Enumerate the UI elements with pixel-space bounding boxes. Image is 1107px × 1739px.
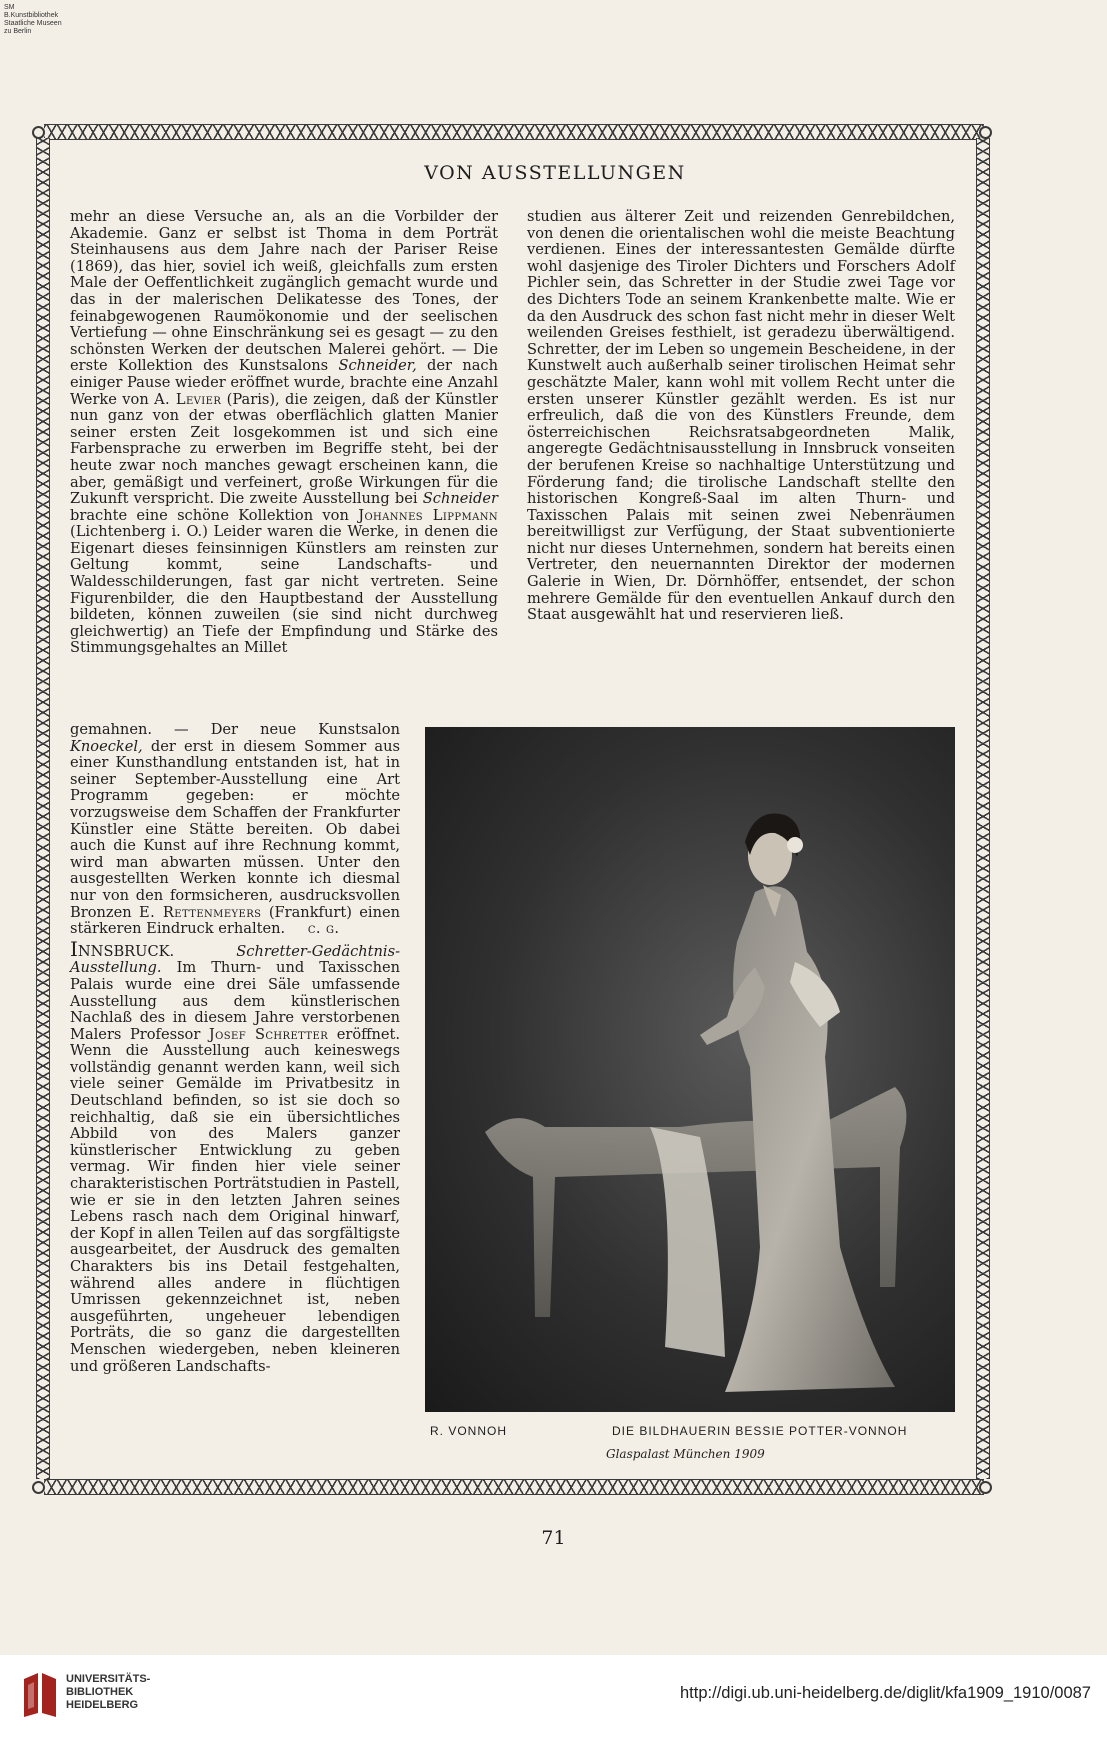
figure-title: DIE BILDHAUERIN BESSIE POTTER-VONNOH: [612, 1424, 908, 1438]
artist-name: Josef Schretter: [208, 1025, 329, 1043]
stamp-line: B.Kunstbibliothek: [4, 12, 59, 19]
corner-ornament: [32, 1481, 45, 1494]
corner-ornament: [32, 126, 45, 139]
border-top: [44, 124, 984, 140]
border-right: [976, 138, 990, 1479]
section-heading: NNSBRUCK.: [77, 942, 175, 960]
left-column-text: [70, 209, 498, 657]
salon-name: Schneider,: [338, 357, 417, 375]
innsbruck-paragraph: [70, 936, 401, 1375]
author-signature: c. g.: [307, 920, 340, 938]
artist-name: A. Levier: [154, 390, 222, 408]
border-left: [36, 138, 50, 1479]
text-run: mehr an diese Versuche an, als an die Vorbilder der Akademie. Ganz er selbst ist Thoma in dem Porträt Steinhausens aus dem Jahre nach der Pariser Reise (1869), das hier, soviel ich weiß, gleichfalls zum ersten Male der Oeffentlichkeit zugänglich gemacht wurde und das in der malerischen Delikatesse des Tones, der feinabgewogenen Raumökonomie und der seelischen Vertiefung — ohne Einschränkung sei es gesagt — zu den schönsten Werken der deutschen Malerei gehört. — Die erste Kollektion des Kunstsalons: [70, 208, 498, 375]
text-run: der erst in diesem Sommer aus einer Kunsthandlung entstanden ist, hat in seiner September-Ausstellung eine Art Programm gegeben: er möchte vorzugsweise dem Schaffen der Frankfurter Künstler eine Stätte bereiten. Ob dabei auch die Kunst auf ihre Rechnung kommt, wird man abwarten müssen. Unter den ausgestellten Werken konnte ich diesmal nur von den formsicheren, ausdrucksvollen Bronzen: [70, 737, 400, 921]
painting-image: [425, 727, 955, 1412]
text-run: der nach einiger Pause wieder eröffnet wurde, brachte eine Anzahl Werke von: [70, 357, 498, 408]
source-url[interactable]: http://digi.ub.uni-heidelberg.de/diglit/kfa1909_1910/0087: [680, 1684, 1091, 1702]
page-title: VON AUSSTELLUNGEN: [424, 162, 686, 184]
page-number: 71: [541, 1527, 566, 1549]
salon-name: Knoeckel,: [70, 737, 143, 755]
text-run: (Paris), die zeigen, daß der Künstler nun ganz von der etwas oberflächlich glatten Manier seiner ersten Zeit losgekommen ist und sich eine Farbensprache zu erwerben im Begriffe steht, bei der heute zwar noch manches gewagt erscheinen kann, die aber, gemäßigt und verfeinert, große Wirkungen für die Zukunft verspricht. Die zweite Ausstellung bei: [70, 390, 498, 508]
text-run: Im Thurn- und Taxisschen Palais wurde eine drei Säle umfassende Ausstellung aus dem künstlerischen Nachlaß des in diesem Jahre verstorbenen Malers Professor: [70, 959, 400, 1043]
artist-name: E. Rettenmeyers: [139, 903, 262, 921]
footer-bar: [0, 1655, 1107, 1739]
library-stamp: [4, 4, 62, 36]
stamp-line: Staatliche Museen: [4, 20, 62, 27]
stamp-line: SM: [4, 4, 15, 11]
drop-cap: I: [70, 936, 78, 961]
knoeckel-paragraph: [70, 722, 400, 938]
library-name-line: HEIDELBERG: [66, 1699, 139, 1711]
text-run: gemahnen. — Der neue Kunstsalon: [70, 721, 400, 738]
left-column: [70, 209, 498, 657]
figure-artist: R. VONNOH: [430, 1424, 508, 1438]
text-run: (Frankfurt) einen stärkeren Eindruck erhalten.: [70, 903, 401, 938]
corner-ornament: [979, 1481, 992, 1494]
university-library-logo: [18, 1669, 62, 1721]
text-run: eröffnet. Wenn die Ausstellung auch keineswegs vollständig genannt werden kann, weil sich viele seiner Gemälde im Privatbesitz in Deutschland befinden, so ist sie doch so reichhaltig, daß sie ein übersichtliches Abbild von des Malers ganzer künstlerischer Entwicklung zu geben vermag. Wir finden hier viele seiner charakteristischen Porträtstudien in Pastell, wie er sie in den letzten Jahren seines Lebens rasch nach dem Original hinwarf, der Kopf in allen Teilen auf das sorgfältigste ausgearbeitet, der Ausdruck des gemalten Charakters bis ins Detail festgehalten, während alles andere in flüchtigen Umrissen gekennzeichnet ist, neben ausgeführten, ungeheuer lebendigen Porträts, die so ganz die dargestellten Menschen wiedergeben, neben kleineren und größeren Landschafts-: [70, 1025, 401, 1375]
library-name-line: BIBLIOTHEK: [66, 1686, 134, 1698]
library-name: [66, 1673, 150, 1712]
exhibition-title: Schretter-Gedächtnis-Ausstellung.: [70, 942, 400, 977]
corner-ornament: [979, 126, 992, 139]
painting-reproduction: [425, 727, 955, 1412]
narrow-column: [70, 722, 400, 1375]
library-name-line: UNIVERSITÄTS-: [66, 1673, 151, 1685]
salon-name: Schneider: [422, 490, 499, 508]
text-run: (Lichtenberg i. O.) Leider waren die Werke, in denen die Eigenart dieses feinsinnigen Künstlers am reinsten zur Geltung kommt, seine Landschafts- und Waldesschilderungen, fast gar nicht vertreten. Seine Figurenbilder, die den Hauptbestand der Ausstellung bildeten, können zuweilen (sie sind nicht durchweg gleichwertig) an Tiefe der Empfindung und Stärke des Stimmungsgehaltes an Millet: [70, 523, 498, 657]
right-column: [527, 209, 955, 624]
figure-source: Glaspalast München 1909: [606, 1447, 765, 1461]
border-bottom: [44, 1479, 984, 1495]
text-run: brachte eine schöne Kollektion von: [70, 506, 349, 524]
stamp-line: zu Berlin: [4, 28, 32, 35]
artist-name: Johannes Lippmann: [358, 506, 499, 524]
right-column-text: studien aus älterer Zeit und reizenden Genrebildchen, von denen die orientalischen wohl die meiste Beachtung verdienen. Eines der interessantesten Gemälde dürfte wohl dasjenige des Tiroler Dichters und Forschers Adolf Pichler sein, das Schretter in der Studie zwei Tage vor des Dichters Tode an seinem Krankenbette malte. Wie er da den Ausdruck des schon fast nicht mehr in dieser Welt weilenden Greises festhielt, ist geradezu überwältigend. Schretter, der im Leben so ungemein Bescheidene, in der Kunstwelt auch außerhalb seiner tirolischen Heimat sehr geschätzte Maler, kann wohl mit vollem Recht unter die ersten unserer Künstler gezählt werden. Es ist nur erfreulich, daß die von des Künstlers Freunde, dem österreichischen Reichsratsabgeordneten Malik, angeregte Gedächtnisausstellung in Innsbruck vonseiten der berufenen Kreise so nachhaltige Unterstützung und Förderung fand; die tirolische Landschaft stellte den historischen Kongreß-Saal im alten Thurn- und Taxisschen Palais mit seinen zwei Nebenräumen bereitwilligst zur Verfügung, der Staat subventionierte nicht nur dieses Unternehmen, sondern hat bereits einen Vertreter, den neuernannten Direktor der modernen Galerie in Wien, Dr. Dörnhöffer, entsendet, der schon mehrere Gemälde für den eventuellen Ankauf durch den Staat ausgewählt hat und reservieren ließ.: [527, 208, 955, 624]
